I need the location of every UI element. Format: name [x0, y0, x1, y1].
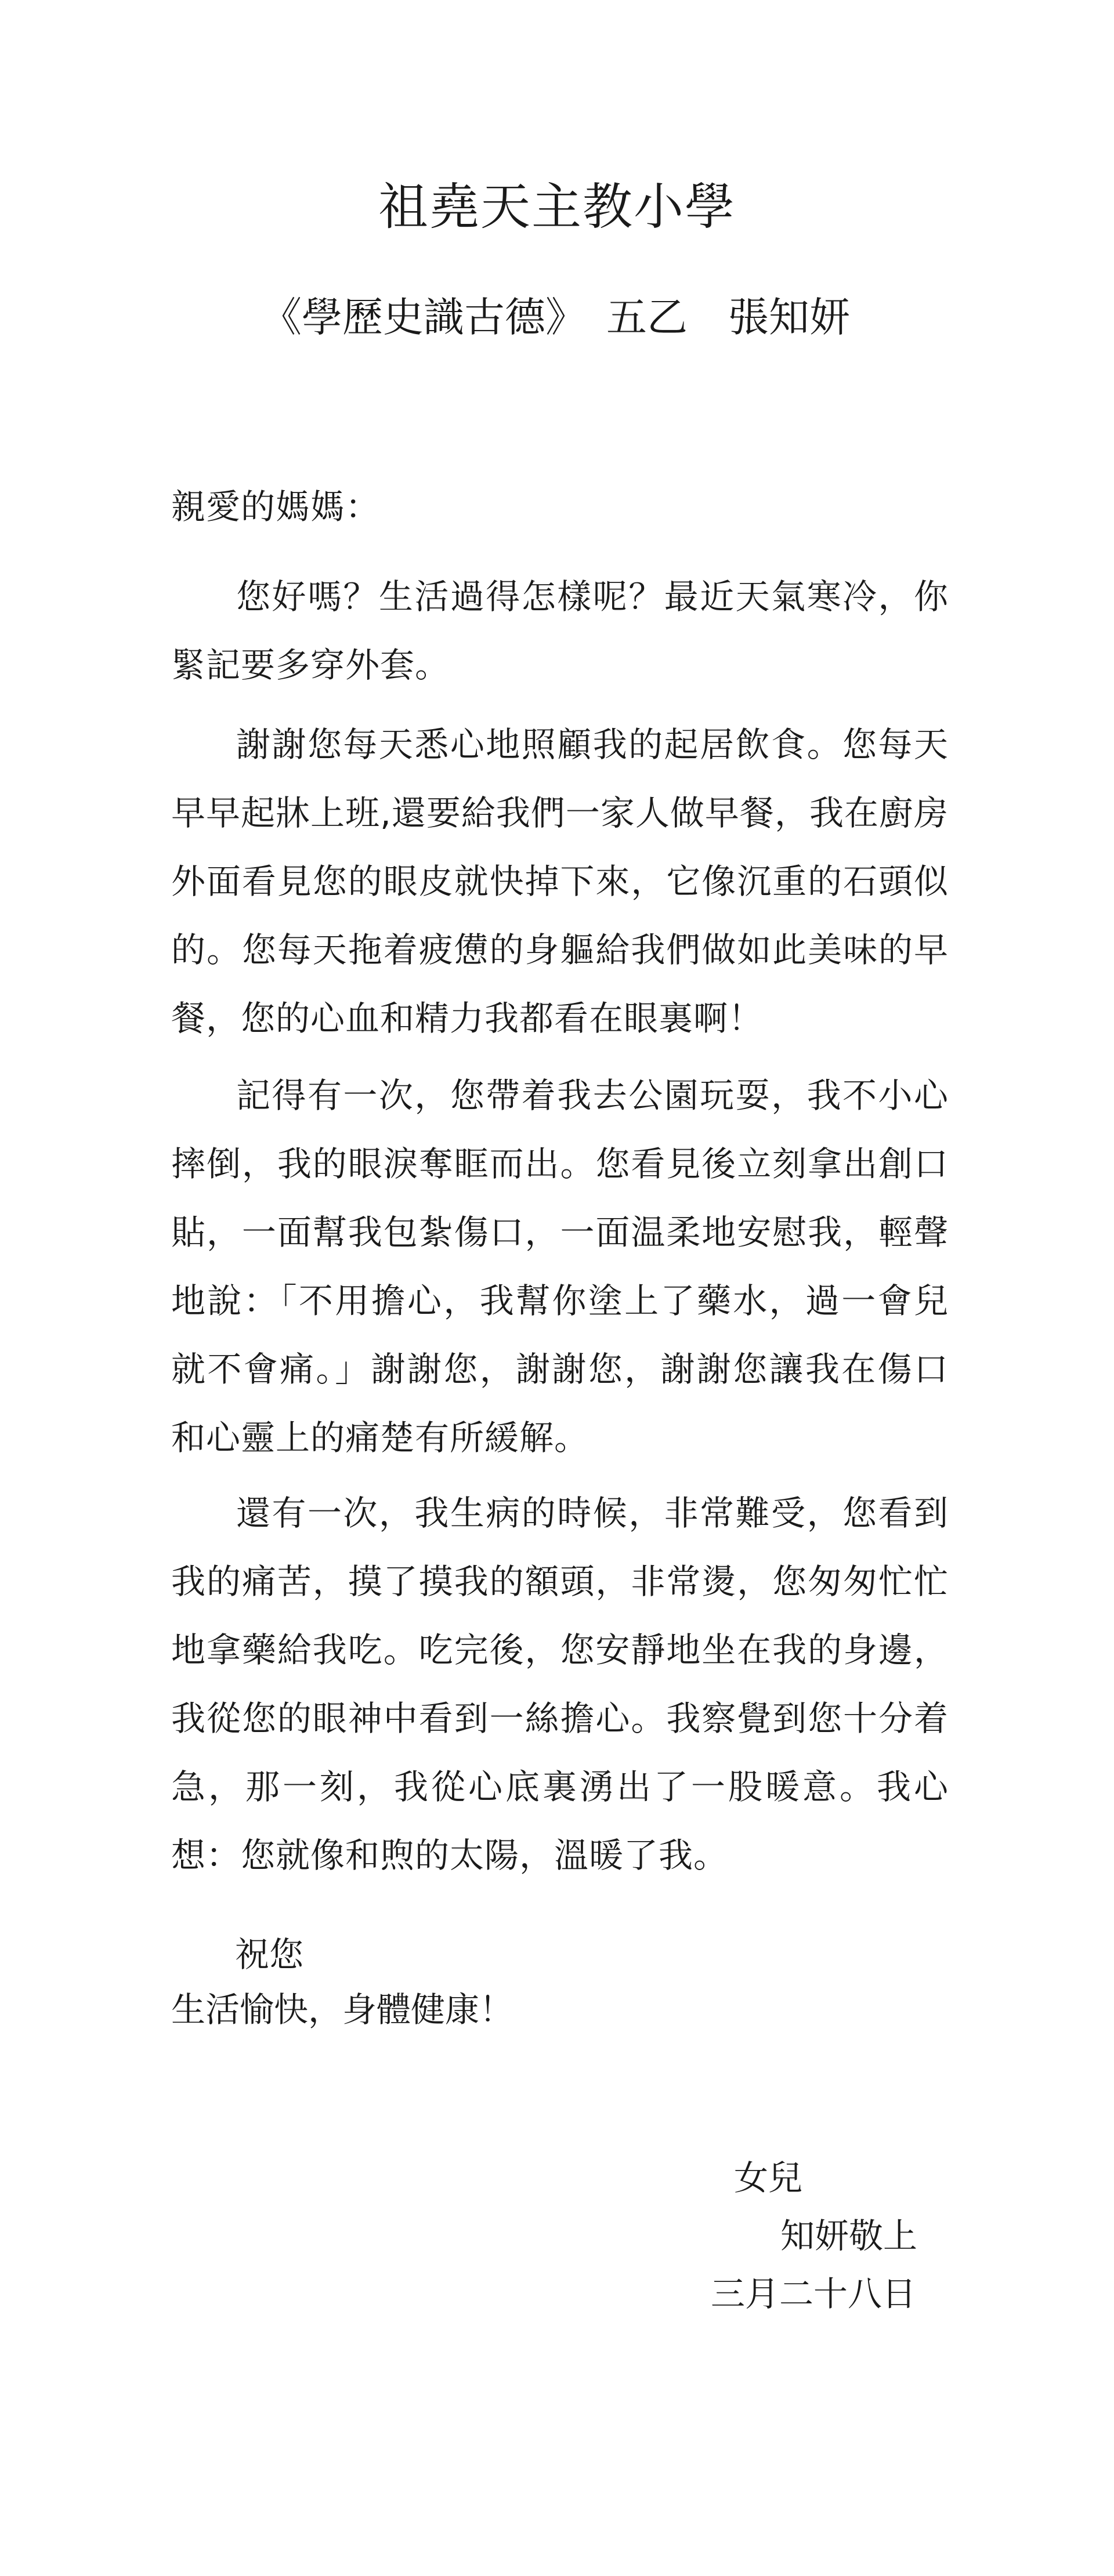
- letter-paragraph-3: [171, 1061, 949, 1472]
- letter-paragraph-4: [171, 1479, 949, 1890]
- paragraph-text: 還有一次，我生病的時候，非常難受，您看到我的痛苦，摸了摸我的額頭，非常燙，您匆匆忙忙地拿藥給我吃。吃完後，您安靜地坐在我的身邊，我從您的眼神中看到一絲擔心。我察覺到您十分着急，那一刻，我從心底裏湧出了一股暖意。我心想：您就像和煦的太陽，溫暖了我。: [171, 1493, 949, 1875]
- signature-relation: 女兒: [734, 2158, 803, 2198]
- salutation: 親愛的媽媽：: [171, 487, 381, 527]
- signature-name: 知妍敬上: [780, 2216, 918, 2256]
- closing-line: 生活愉快，身體健康！: [171, 1990, 514, 2030]
- paragraph-text: 您好嗎？生活過得怎樣呢？最近天氣寒冷，你緊記要多穿外套。: [171, 577, 949, 685]
- letter-subtitle: 《學歷史識古德》 五乙 張知妍: [261, 294, 850, 341]
- letter-paragraph-1: [171, 563, 949, 700]
- closing-wish: 祝您: [235, 1934, 304, 1974]
- signature-date: 三月二十八日: [711, 2274, 917, 2314]
- paragraph-text: 記得有一次，您帶着我去公園玩耍，我不小心摔倒，我的眼淚奪眶而出。您看見後立刻拿出創口貼，一面幫我包紮傷口，一面温柔地安慰我，輕聲地說：「不用擔心，我幫你塗上了藥水，過一會兒就不會痛。」謝謝您，謝謝您，謝謝您讓我在傷口和心靈上的痛楚有所緩解。: [171, 1075, 949, 1458]
- school-name: 祖堯天主教小學: [378, 178, 736, 236]
- letter-paragraph-2: [171, 711, 949, 1053]
- paragraph-text: 謝謝您每天悉心地照顧我的起居飲食。您每天早早起牀上班,還要給我們一家人做早餐，我在廚房外面看見您的眼皮就快掉下來，它像沉重的石頭似的。您每天拖着疲憊的身軀給我們做如此美味的早餐，您的心血和精力我都看在眼裏啊！: [171, 724, 949, 1038]
